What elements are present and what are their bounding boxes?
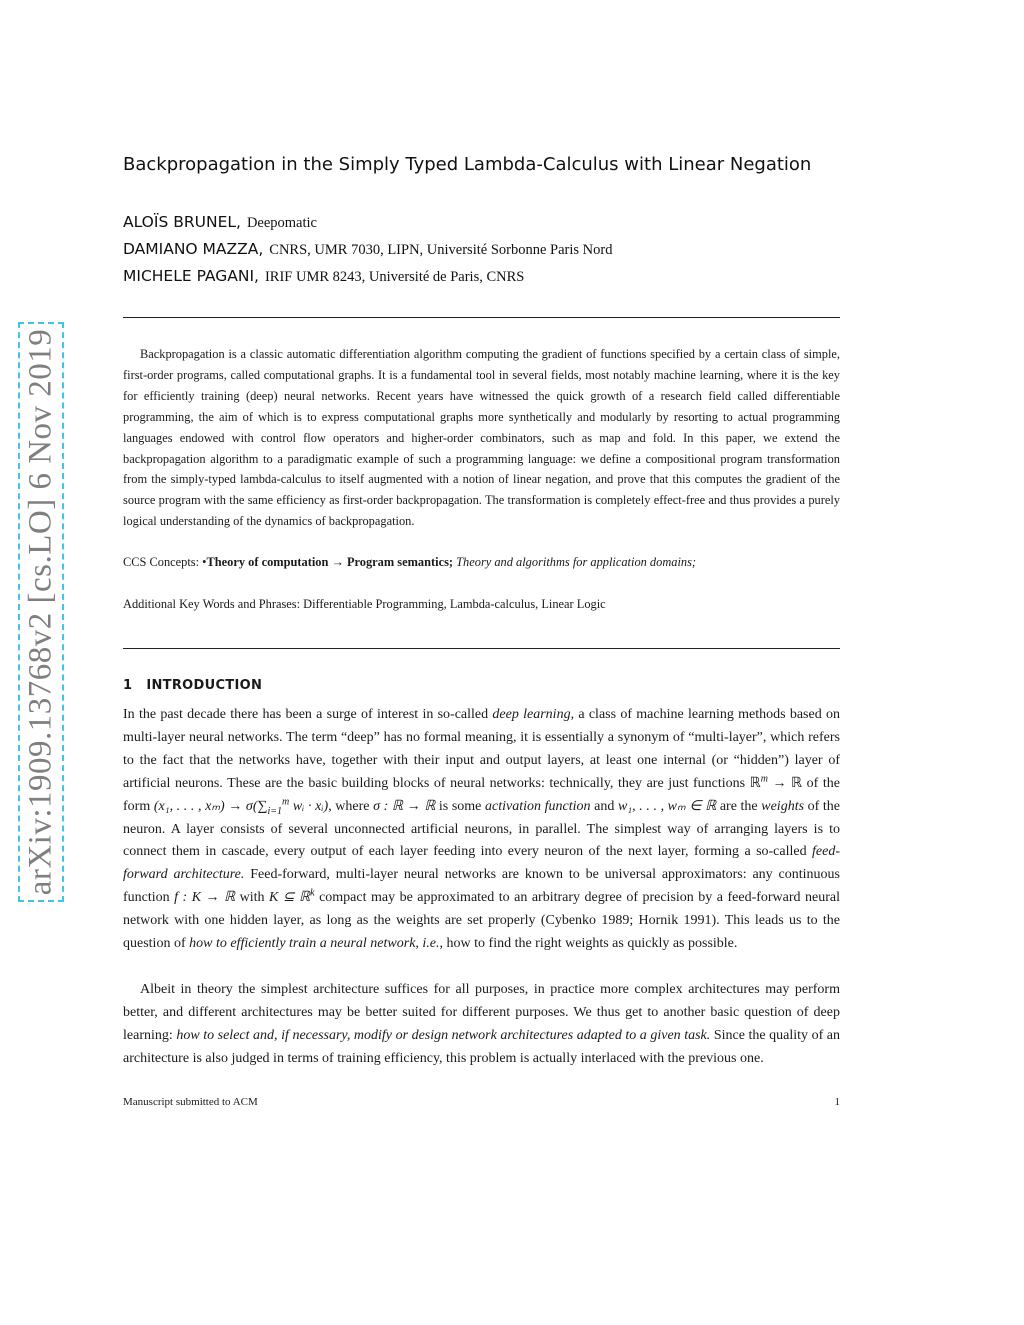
ccs-italic: Theory and algorithms for application domains; (456, 555, 697, 569)
author-affiliation: Deepomatic (246, 215, 317, 231)
page-footer (123, 1096, 840, 1108)
keywords: Additional Key Words and Phrases: Differentiable Programming, Lambda-calculus, Linear Logic (123, 597, 606, 611)
author-name: ALOÏS BRUNEL, (123, 213, 241, 231)
section-title: INTRODUCTION (146, 678, 263, 693)
author-name: DAMIANO MAZZA, (123, 240, 264, 258)
paper-title: Backpropagation in the Simply Typed Lambda-Calculus with Linear Negation (123, 154, 812, 175)
section-number: 1 (123, 678, 133, 693)
author-name: MICHELE PAGANI, (123, 267, 259, 285)
ccs-label: CCS Concepts: • (123, 555, 207, 569)
author-1 (123, 213, 863, 232)
footer-manuscript: Manuscript submitted to ACM (123, 1096, 258, 1108)
author-3 (123, 267, 863, 286)
top-rule (123, 317, 840, 318)
author-affiliation: IRIF UMR 8243, Université de Paris, CNRS (264, 269, 525, 285)
abstract: Backpropagation is a classic automatic differentiation algorithm computing the gradient of functions specified by a certain class of simple, first-order programs, called computational graphs. It is a fundamental tool in several fields, most notably machine learning, where it is the key for efficiently training (deep) neural networks. Recent years have witnessed the quick growth of a research field called differentiable programming, the aim of which is to express computational graphs more synthetically and modularly by resorting to actual programming languages endowed with control flow operators and higher-order combinators, such as map and fold. In this paper, we extend the backpropagation algorithm to a paradigmatic example of such a programming language: we define a compositional program transformation from the simply-typed lambda-calculus to itself augmented with a notion of linear negation, and prove that this computes the gradient of the source program with the same efficiency as first-order backpropagation. The transformation is completely effect-free and thus provides a purely logical understanding of the dynamics of backpropagation. (123, 347, 840, 529)
arxiv-stamp (18, 322, 64, 902)
intro-paragraph-2: Albeit in theory the simplest architecture suffices for all purposes, in practice more complex architectures may perform better, and different architectures may be better suited for different purposes. We thus get to another basic question of deep learning: how to select and, if necessary, modify or design network architectures adapted to a given task. Since the quality of an architecture is also judged in terms of training efficiency, this problem is actually interlaced with the previous one. (123, 982, 841, 1066)
section-heading (123, 678, 262, 693)
ccs-bold: Theory of computation → Program semantics; (206, 555, 454, 569)
ccs-concepts (123, 553, 840, 571)
arxiv-stamp-text: arXiv:1909.13768v2 [cs.LO] 6 Nov 2019 (22, 328, 59, 896)
author-2 (123, 240, 863, 259)
page-number: 1 (834, 1096, 840, 1108)
intro-paragraph-1: In the past decade there has been a surge of interest in so-called deep learning, a class of machine learning methods based on multi-layer neural networks. The term “deep” has no formal meaning, it is essentially a synonym of “multi-layer”, which refers to the fact that the networks have, together with their input and output layers, at least one internal (or “hidden”) layer of artificial neurons. These are the basic building blocks of neural networks: technically, they are just functions ℝ$^m$ → ℝ of the form (x₁, . . . , $x_m) \to \sigma(\sum_{i=1}^m$ wᵢ · xᵢ), where σ : ℝ → ℝ is some activation function and w₁, . . . , wₘ ∈ ℝ are the weights of the neuron. A layer consists of several unconnected artificial neurons, in parallel. The simplest way of arranging layers is to connect them in cascade, every output of each layer feeding into every neuron of the next layer, forming a so-called feed-forward architecture. Feed-forward, multi-layer neural networks are known to be universal approximators: any continuous function f : K → ℝ with K ⊆ ℝ$^k$ compact may be approximated to an arbitrary degree of precision by a feed-forward neural network with one hidden layer, as long as the weights are set properly (Cybenko 1989; Hornik 1991). This leads us to the question of how to efficiently train a neural network, i.e., how to find the right weights as quickly as possible. (123, 707, 841, 952)
bottom-rule (123, 648, 840, 649)
author-affiliation: CNRS, UMR 7030, LIPN, Université Sorbonne Paris Nord (269, 242, 613, 258)
